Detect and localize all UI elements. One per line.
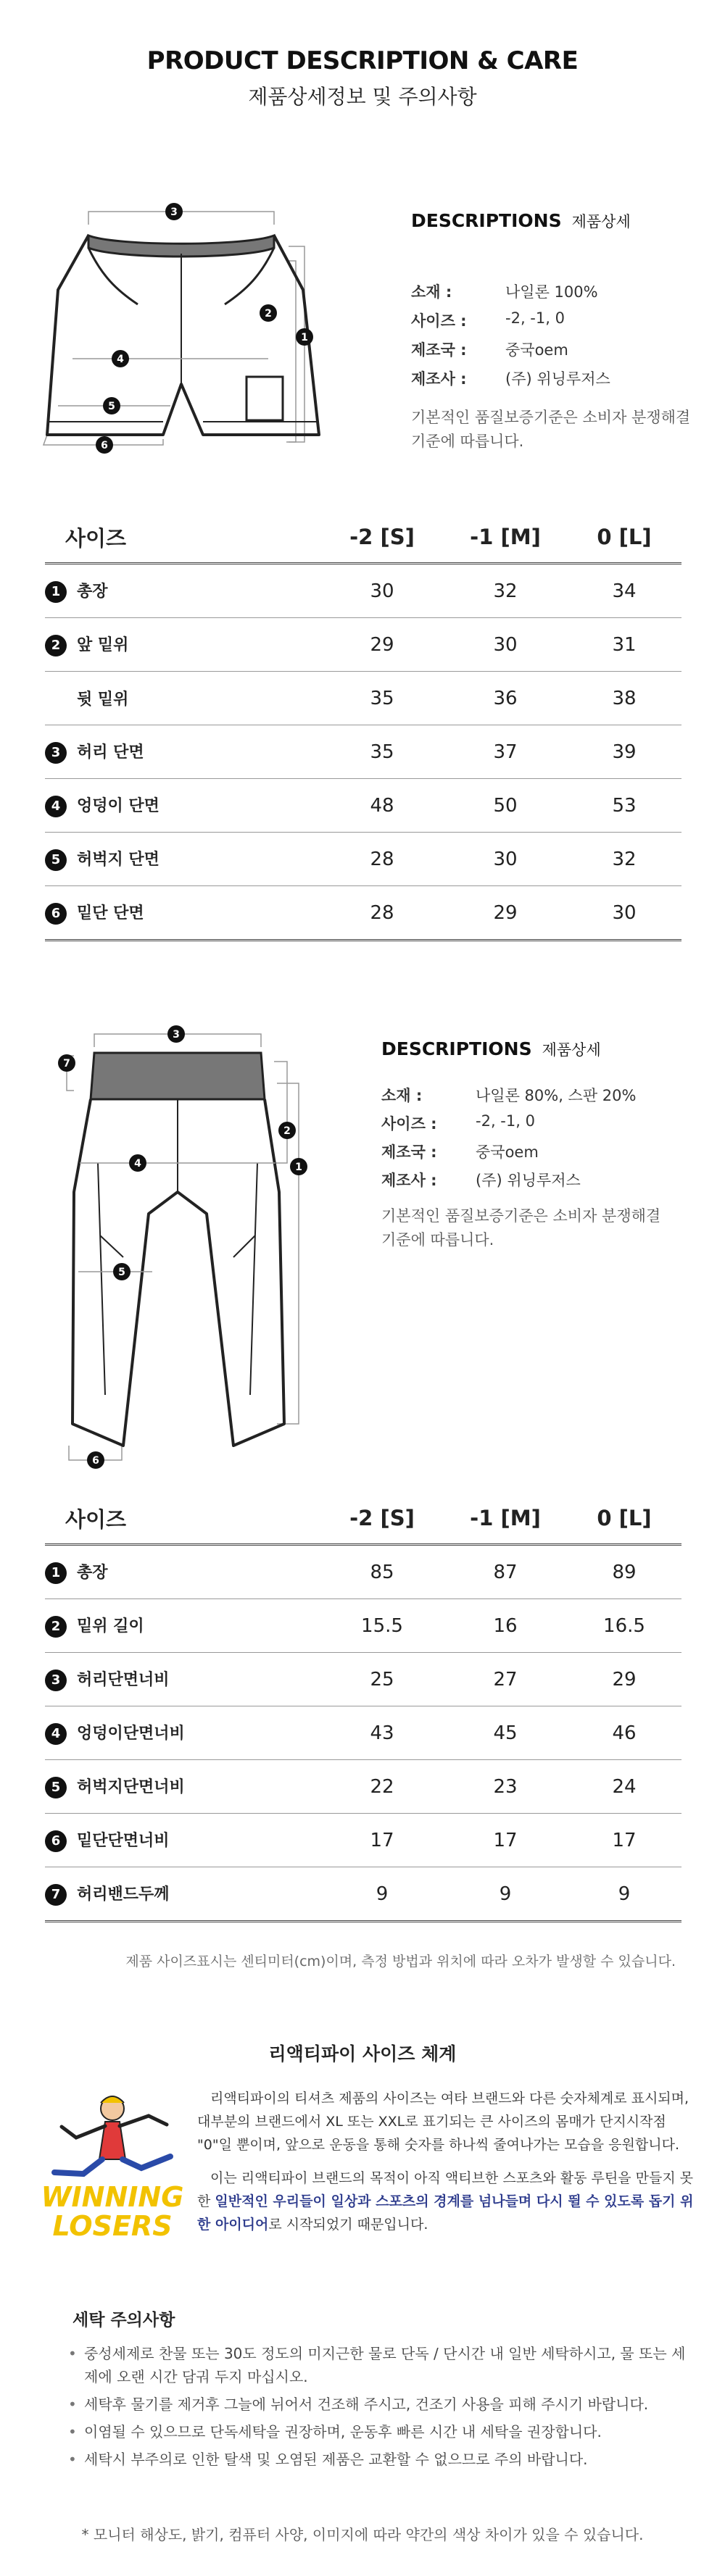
table-row: 뒷 밑위 35 36 38 — [45, 672, 682, 725]
shorts-diagram — [29, 196, 370, 485]
shorts-markers — [96, 203, 313, 454]
spec-row: 소재 : 나일론 80%, 스판 20% — [381, 1087, 637, 1104]
list-item: • 세탁시 부주의로 인한 탈색 및 오염된 제품은 교환할 수 없으므로 주의 바랍니다. — [65, 2448, 689, 2471]
footer-note: * 모니터 해상도, 밝기, 컴퓨터 사양, 이미지에 따라 약간의 색상 차이가 있을 수 있습니다. — [81, 2526, 644, 2543]
leggings-size-table — [45, 1493, 682, 1922]
table-row: 3 허리 단면 35 37 39 — [45, 725, 682, 779]
product1-desc-title: DESCRIPTIONS 제품상세 — [411, 210, 631, 231]
list-item: • 중성세제로 찬물 또는 30도 정도의 미지근한 물로 단독 / 단시간 내 일반 세탁하시고, 물 또는 세제에 오랜 시간 담궈 두지 마십시오. — [65, 2342, 689, 2388]
product2-specs — [381, 1084, 636, 1191]
table-header: 사이즈 -2 [S] -1 [M] 0 [L] — [45, 512, 682, 564]
product2-desc-title: DESCRIPTIONS 제품상세 — [381, 1038, 601, 1059]
spec-row: 제조사 : (주) 위닝루저스 — [381, 1172, 581, 1189]
spec-row: 제조사 : (주) 위닝루저스 — [411, 370, 610, 388]
svg-text:2: 2 — [283, 1125, 291, 1137]
svg-text:3: 3 — [173, 1029, 180, 1041]
svg-text:5: 5 — [118, 1267, 125, 1278]
table-row: 1 총장 30 32 34 — [45, 564, 682, 618]
svg-text:6: 6 — [92, 1455, 99, 1467]
size-system-body — [197, 2087, 697, 2236]
table-row: 6 밑단단면너비 17 17 17 — [45, 1814, 682, 1867]
table-row: 6 밑단 단면 28 29 30 — [45, 886, 682, 941]
care-title: 세탁 주의사항 — [72, 2311, 175, 2330]
svg-text:3: 3 — [170, 207, 178, 218]
leggings-diagram — [44, 1018, 334, 1482]
product2-note: 기본적인 품질보증기준은 소비자 분쟁해결 기준에 따릅니다. — [381, 1207, 661, 1249]
table-row: 7 허리밴드두께 9 9 9 — [45, 1867, 682, 1922]
svg-text:6: 6 — [101, 440, 108, 451]
table-row: 1 총장 85 87 89 — [45, 1545, 682, 1599]
spec-row: 소재 : 나일론 100% — [411, 283, 598, 301]
table-row: 2 앞 밑위 29 30 31 — [45, 618, 682, 672]
table-row: 5 허벅지 단면 28 30 32 — [45, 833, 682, 886]
size-system-paragraph-1: 리액티파이의 티셔츠 제품의 사이즈는 여타 브랜드와 다른 숫자체계로 표시되며, 대부분의 브랜드에서 XL 또는 XXL로 표기되는 큰 사이즈의 몸매가 단지시작점 "0"일 뿐이며, 앞으로 운동을 통해 숫자를 하나씩 줄여나가는 모습을 응원합니다. — [197, 2091, 689, 2153]
table-row: 5 허벅지단면너비 22 23 24 — [45, 1760, 682, 1814]
table-row: 4 엉덩이단면너비 43 45 46 — [45, 1706, 682, 1760]
size-system-highlight: 일반적인 우리들이 일상과 스포츠의 경계를 넘나들며 다시 뛸 수 있도록 돕기 위한 아이디어 — [197, 2193, 694, 2233]
product1-specs — [411, 280, 610, 389]
logo-word-1: WINNING — [41, 2181, 184, 2213]
svg-text:4: 4 — [117, 354, 124, 365]
table-row: 2 밑위 길이 15.5 16 16.5 — [45, 1599, 682, 1653]
care-list — [65, 2342, 689, 2475]
product1-note: 기본적인 품질보증기준은 소비자 분쟁해결 기준에 따릅니다. — [411, 409, 691, 450]
logo-word-2: LOSERS — [52, 2210, 173, 2239]
svg-text:5: 5 — [108, 401, 115, 412]
winning-losers-logo — [33, 2087, 192, 2239]
size-system-paragraph-2: 이는 리액티파이 브랜드의 목적이 아직 액티브한 스포츠와 활동 루틴을 만들지 못한 일반적인 우리들이 일상과 스포츠의 경계를 넘나들며 다시 뛸 수 있도록 돕기 위한 아이디어로 시작되었기 때문입니다. — [197, 2170, 694, 2233]
svg-text:1: 1 — [295, 1162, 302, 1173]
spec-row: 제조국 : 중국oem — [411, 341, 568, 359]
list-item: • 세탁후 물기를 제거후 그늘에 뉘어서 건조해 주시고, 건조기 사용을 피해 주시기 바랍니다. — [65, 2393, 689, 2416]
svg-text:7: 7 — [63, 1058, 70, 1070]
table-header: 사이즈 -2 [S] -1 [M] 0 [L] — [45, 1493, 682, 1545]
table-note: 제품 사이즈표시는 센티미터(cm)이며, 측정 방법과 위치에 따라 오차가 발생할 수 있습니다. — [125, 1954, 676, 1969]
spec-row: 사이즈 : -2, -1, 0 — [381, 1112, 535, 1133]
svg-text:4: 4 — [134, 1158, 141, 1170]
table-row: 3 허리단면너비 25 27 29 — [45, 1653, 682, 1706]
svg-text:1: 1 — [301, 332, 308, 343]
spec-row: 사이즈 : -2, -1, 0 — [411, 309, 565, 330]
table-row: 4 엉덩이 단면 48 50 53 — [45, 779, 682, 833]
svg-text:2: 2 — [265, 308, 272, 320]
shorts-size-table — [45, 512, 682, 941]
size-system-title: 리액티파이 사이즈 체계 — [268, 2043, 457, 2064]
spec-row: 제조국 : 중국oem — [381, 1143, 539, 1161]
page-title: PRODUCT DESCRIPTION & CARE — [146, 46, 579, 75]
page-subtitle: 제품상세정보 및 주의사항 — [248, 85, 477, 109]
list-item: • 이염될 수 있으므로 단독세탁을 권장하며, 운동후 빠른 시간 내 세탁을 권장합니다. — [65, 2420, 689, 2443]
